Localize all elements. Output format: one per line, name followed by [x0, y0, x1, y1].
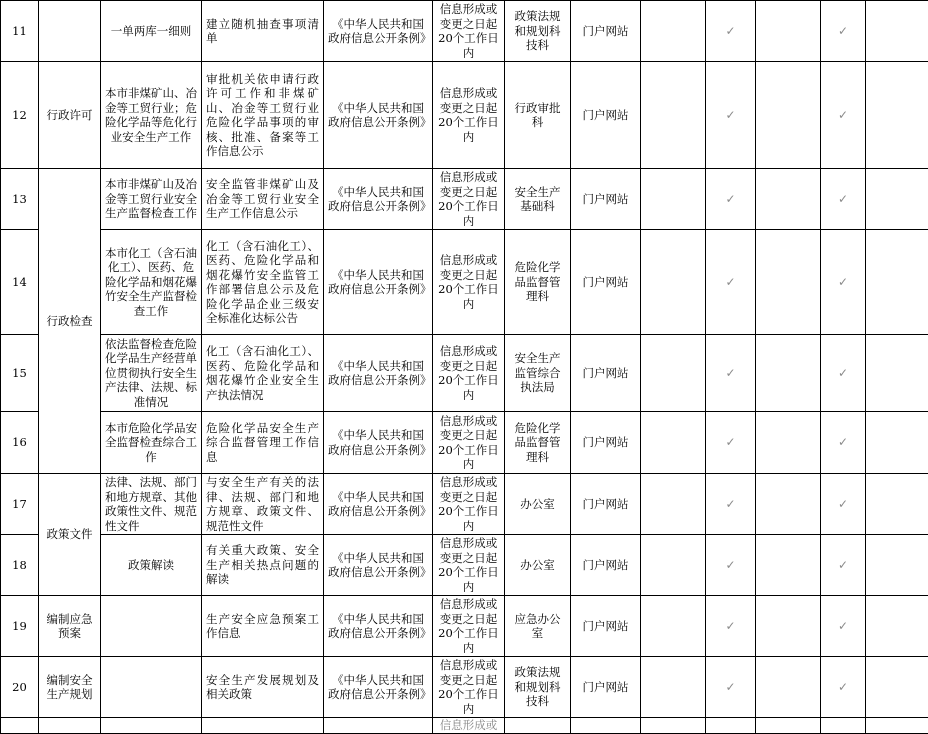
- table-row: [1, 535, 928, 596]
- channel-cell: 门户网站: [571, 230, 641, 335]
- table-row: [1, 169, 928, 230]
- timeline-cell: 信息形成或变更之日起20个工作日内: [433, 230, 505, 335]
- empty-cell: [756, 535, 821, 596]
- channel-cell: 门户网站: [571, 535, 641, 596]
- item-cell: 本市化工（含石油化工）、医药、危险化学品和烟花爆竹安全生产监督检查工作: [101, 230, 202, 335]
- check-mark-icon: ✓: [706, 596, 756, 657]
- channel-cell: 门户网站: [571, 335, 641, 412]
- empty-cell: [756, 1, 821, 62]
- check-mark-icon: ✓: [821, 657, 866, 718]
- row-number: 11: [1, 1, 39, 62]
- empty-cell: [641, 169, 706, 230]
- basis-cell: 《中华人民共和国政府信息公开条例》: [324, 657, 433, 718]
- department-cell: 安全生产基础科: [505, 169, 571, 230]
- empty-cell: [641, 596, 706, 657]
- timeline-cell: 信息形成或变更之日起20个工作日内: [433, 169, 505, 230]
- basis-cell: 《中华人民共和国政府信息公开条例》: [324, 412, 433, 474]
- empty-cell: [756, 596, 821, 657]
- item-cell: 本市非煤矿山及冶金等工贸行业安全生产监督检查工作: [101, 169, 202, 230]
- item-cell: 依法监督检查危险化学品生产经营单位贯彻执行安全生产法律、法规、标准情况: [101, 335, 202, 412]
- empty-cell: [756, 230, 821, 335]
- item-cell: 一单两库一细则: [101, 1, 202, 62]
- empty-cell: [641, 535, 706, 596]
- category-safety-plan: 编制安全生产规划: [39, 657, 101, 718]
- item-cell: [101, 596, 202, 657]
- empty-cell: [202, 718, 324, 734]
- department-cell: 危险化学品监督管理科: [505, 412, 571, 474]
- channel-cell: 门户网站: [571, 412, 641, 474]
- row-number: 20: [1, 657, 39, 718]
- department-cell: 办公室: [505, 535, 571, 596]
- item-cell: [101, 657, 202, 718]
- empty-cell: [821, 718, 866, 734]
- row-number: 15: [1, 335, 39, 412]
- empty-cell: [641, 474, 706, 535]
- empty-cell: [641, 1, 706, 62]
- item-cell: 本市非煤矿山、冶金等工贸行业；危险化学品等危化行业安全生产工作: [101, 62, 202, 169]
- basis-cell: 《中华人民共和国政府信息公开条例》: [324, 335, 433, 412]
- check-mark-icon: ✓: [821, 412, 866, 474]
- department-cell: 办公室: [505, 474, 571, 535]
- channel-cell: 门户网站: [571, 657, 641, 718]
- table-row: [1, 657, 928, 718]
- category-inspection: 行政检查: [39, 169, 101, 474]
- channel-cell: 门户网站: [571, 474, 641, 535]
- basis-cell: 《中华人民共和国政府信息公开条例》: [324, 230, 433, 335]
- content-cell: 化工（含石油化工）、医药、危险化学品和烟花爆竹企业安全生产执法情况: [202, 335, 324, 412]
- empty-cell: [641, 657, 706, 718]
- empty-cell: [866, 657, 928, 718]
- category-policy: 政策文件: [39, 474, 101, 596]
- department-cell: 安全生产监管综合执法局: [505, 335, 571, 412]
- check-mark-icon: ✓: [821, 335, 866, 412]
- empty-cell: [641, 718, 706, 734]
- empty-cell: [505, 718, 571, 734]
- check-mark-icon: ✓: [706, 657, 756, 718]
- basis-cell: 《中华人民共和国政府信息公开条例》: [324, 474, 433, 535]
- check-mark-icon: ✓: [821, 62, 866, 169]
- empty-cell: [866, 535, 928, 596]
- check-mark-icon: ✓: [706, 62, 756, 169]
- basis-cell: 《中华人民共和国政府信息公开条例》: [324, 535, 433, 596]
- timeline-cell: 信息形成或变更之日起20个工作日内: [433, 335, 505, 412]
- empty-cell: [756, 335, 821, 412]
- table-row: [1, 596, 928, 657]
- empty-cell: [641, 335, 706, 412]
- timeline-cell: 信息形成或变更之日起20个工作日内: [433, 1, 505, 62]
- empty-cell: [756, 412, 821, 474]
- basis-cell: 《中华人民共和国政府信息公开条例》: [324, 1, 433, 62]
- basis-cell: 《中华人民共和国政府信息公开条例》: [324, 169, 433, 230]
- empty-cell: [756, 169, 821, 230]
- item-cell: 政策解读: [101, 535, 202, 596]
- channel-cell: 门户网站: [571, 1, 641, 62]
- department-cell: 政策法规和规划科技科: [505, 1, 571, 62]
- basis-cell: 《中华人民共和国政府信息公开条例》: [324, 596, 433, 657]
- check-mark-icon: ✓: [706, 474, 756, 535]
- table-row: [1, 230, 928, 335]
- content-cell: 化工（含石油化工）、医药、危险化学品和烟花爆竹安全监管工作部署信息公示及危险化学品企业三级安全标准化达标公告: [202, 230, 324, 335]
- timeline-cell: 信息形成或变更之日起20个工作日内: [433, 657, 505, 718]
- empty-cell: [324, 718, 433, 734]
- empty-cell: [641, 62, 706, 169]
- check-mark-icon: ✓: [821, 230, 866, 335]
- empty-cell: [39, 718, 101, 734]
- empty-cell: [866, 335, 928, 412]
- content-cell: 与安全生产有关的法律、法规、部门和地方规章、政策文件、规范性文件: [202, 474, 324, 535]
- check-mark-icon: ✓: [706, 335, 756, 412]
- channel-cell: 门户网站: [571, 62, 641, 169]
- table-row: [1, 335, 928, 412]
- row-number: 18: [1, 535, 39, 596]
- row-number: 16: [1, 412, 39, 474]
- channel-cell: 门户网站: [571, 169, 641, 230]
- empty-cell: [866, 62, 928, 169]
- empty-cell: [641, 412, 706, 474]
- category-emergency-plan: 编制应急预案: [39, 596, 101, 657]
- table-row: [1, 1, 928, 62]
- empty-cell: [756, 718, 821, 734]
- empty-cell: [866, 596, 928, 657]
- department-cell: 危险化学品监督管理科: [505, 230, 571, 335]
- content-cell: 危险化学品安全生产综合监督管理工作信息: [202, 412, 324, 474]
- check-mark-icon: ✓: [706, 1, 756, 62]
- empty-cell: [101, 718, 202, 734]
- content-cell: 审批机关依申请行政许可工作和非煤矿山、冶金等工贸行业危险化学品事项的审核、批准、备案等工作信息公示: [202, 62, 324, 169]
- table-row-partial: [1, 718, 928, 734]
- check-mark-icon: ✓: [706, 230, 756, 335]
- timeline-cell: 信息形成或变更之日起20个工作日内: [433, 412, 505, 474]
- content-cell: 建立随机抽查事项清单: [202, 1, 324, 62]
- empty-cell: [756, 62, 821, 169]
- content-cell: 生产安全应急预案工作信息: [202, 596, 324, 657]
- content-cell: 有关重大政策、安全生产相关热点问题的解读: [202, 535, 324, 596]
- empty-cell: [706, 718, 756, 734]
- timeline-cell: 信息形成或变更之日起20个工作日内: [433, 535, 505, 596]
- empty-cell: [866, 412, 928, 474]
- empty-cell: [866, 474, 928, 535]
- category-cell: [39, 1, 101, 62]
- empty-cell: [756, 657, 821, 718]
- timeline-cell: 信息形成或变更之日起20个工作日内: [433, 596, 505, 657]
- check-mark-icon: ✓: [706, 535, 756, 596]
- empty-cell: [866, 718, 928, 734]
- department-cell: 应急办公室: [505, 596, 571, 657]
- check-mark-icon: ✓: [821, 1, 866, 62]
- timeline-cell: 信息形成或变更之日起20个工作日内: [433, 474, 505, 535]
- table-row: [1, 474, 928, 535]
- check-mark-icon: ✓: [706, 412, 756, 474]
- empty-cell: [866, 169, 928, 230]
- timeline-cell-partial: 信息形成或: [433, 718, 505, 734]
- basis-cell: 《中华人民共和国政府信息公开条例》: [324, 62, 433, 169]
- check-mark-icon: ✓: [821, 535, 866, 596]
- row-number: 17: [1, 474, 39, 535]
- empty-cell: [641, 230, 706, 335]
- row-number: 12: [1, 62, 39, 169]
- row-number: 13: [1, 169, 39, 230]
- table-row: [1, 62, 928, 169]
- content-cell: 安全监管非煤矿山及冶金等工贸行业安全生产工作信息公示: [202, 169, 324, 230]
- empty-cell: [866, 230, 928, 335]
- item-cell: 法律、法规、部门和地方规章、其他政策性文件、规范性文件: [101, 474, 202, 535]
- empty-cell: [756, 474, 821, 535]
- table-row: [1, 412, 928, 474]
- row-number: 14: [1, 230, 39, 335]
- department-cell: 行政审批科: [505, 62, 571, 169]
- row-number: 19: [1, 596, 39, 657]
- timeline-cell: 信息形成或变更之日起20个工作日内: [433, 62, 505, 169]
- department-cell: 政策法规和规划科技科: [505, 657, 571, 718]
- empty-cell: [1, 718, 39, 734]
- content-cell: 安全生产发展规划及相关政策: [202, 657, 324, 718]
- channel-cell: 门户网站: [571, 596, 641, 657]
- check-mark-icon: ✓: [821, 474, 866, 535]
- check-mark-icon: ✓: [821, 169, 866, 230]
- empty-cell: [866, 1, 928, 62]
- check-mark-icon: ✓: [821, 596, 866, 657]
- check-mark-icon: ✓: [706, 169, 756, 230]
- category-licensing: 行政许可: [39, 62, 101, 169]
- item-cell: 本市危险化学品安全监督检查综合工作: [101, 412, 202, 474]
- empty-cell: [571, 718, 641, 734]
